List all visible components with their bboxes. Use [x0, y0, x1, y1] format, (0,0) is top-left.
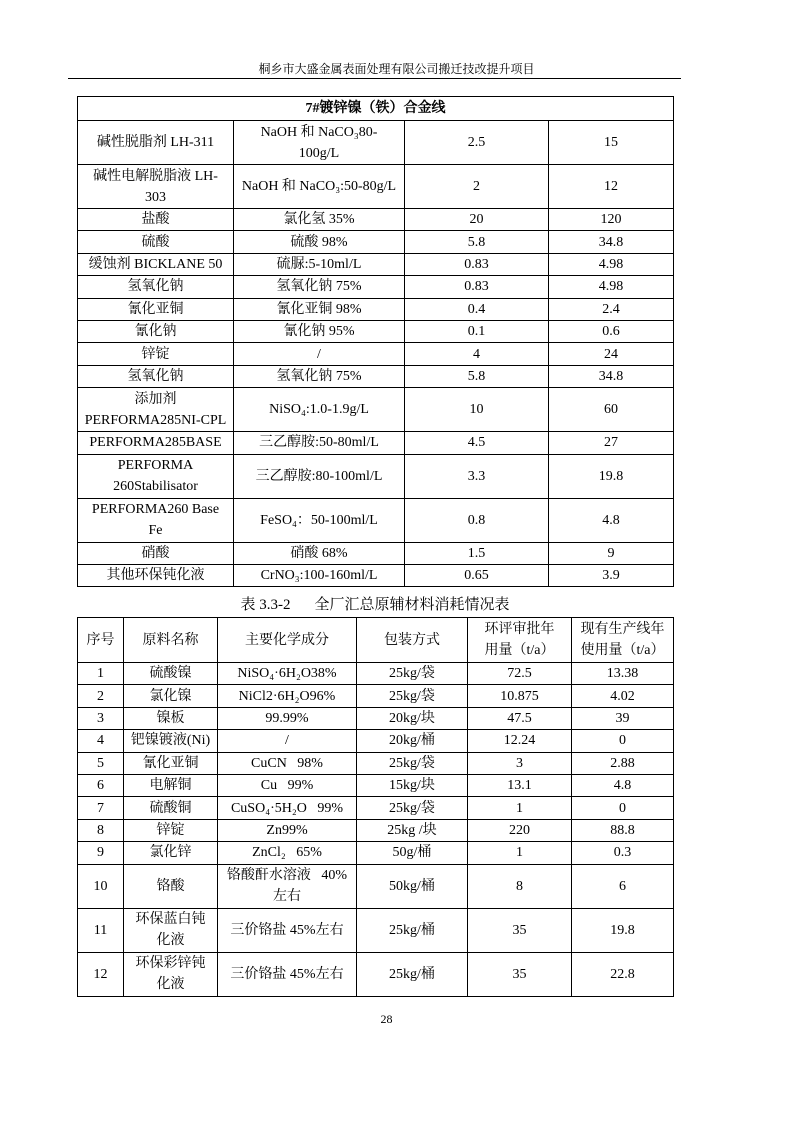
- index-cell: 6: [78, 774, 124, 796]
- packaging-cell: 25kg/袋: [357, 685, 468, 707]
- quantity-cell: 2.5: [405, 121, 549, 165]
- table-row: [78, 564, 674, 586]
- table-row: [78, 388, 674, 432]
- material-name-cell: 碱性电解脱脂液 LH- 303: [78, 165, 234, 209]
- index-cell: 4: [78, 730, 124, 752]
- packaging-cell: 25kg/袋: [357, 663, 468, 685]
- table-row: [78, 752, 674, 774]
- material-name-cell: 氯化镍: [124, 685, 218, 707]
- material-name-cell: 碱性脱脂剂 LH-311: [78, 121, 234, 165]
- current-usage-cell: 39: [572, 707, 674, 729]
- material-name-cell: 铬酸: [124, 864, 218, 908]
- col-header-current-usage: 现有生产线年 使用量（t/a）: [572, 618, 674, 663]
- material-name-cell: 氢氧化钠: [78, 365, 234, 387]
- material-name-cell: 环保蓝白钝 化液: [124, 908, 218, 952]
- material-name-cell: 锌锭: [124, 819, 218, 841]
- table-caption: [77, 596, 673, 614]
- material-name-cell: PERFORMA260 Base Fe: [78, 498, 234, 542]
- packaging-cell: 15kg/块: [357, 774, 468, 796]
- table-row: [78, 320, 674, 342]
- quantity-cell: 27: [549, 432, 674, 454]
- current-usage-cell: 88.8: [572, 819, 674, 841]
- table-row: [78, 797, 674, 819]
- index-cell: 10: [78, 864, 124, 908]
- table-row: [78, 819, 674, 841]
- material-name-cell: 氢氧化钠: [78, 276, 234, 298]
- table-row: [78, 432, 674, 454]
- material-name-cell: 氯化锌: [124, 842, 218, 864]
- table-title-row: [78, 97, 674, 121]
- packaging-cell: 25kg/袋: [357, 752, 468, 774]
- table-row: [78, 365, 674, 387]
- table-row: [78, 542, 674, 564]
- material-name-cell: 盐酸: [78, 209, 234, 231]
- material-name-cell: 氰化钠: [78, 320, 234, 342]
- material-name-cell: 锌锭: [78, 343, 234, 365]
- composition-cell: 三价铬盐 45%左右: [218, 952, 357, 996]
- quantity-cell: 0.1: [405, 320, 549, 342]
- approved-usage-cell: 12.24: [468, 730, 572, 752]
- quantity-cell: 24: [549, 343, 674, 365]
- quantity-cell: 12: [549, 165, 674, 209]
- col-header-packaging: 包装方式: [357, 618, 468, 663]
- material-name-cell: 氰化亚铜: [124, 752, 218, 774]
- approved-usage-cell: 35: [468, 952, 572, 996]
- composition-cell: 三乙醇胺:50-80ml/L: [234, 432, 405, 454]
- line-title: 7#镀锌镍（铁）合金线: [78, 97, 674, 121]
- material-name-cell: 其他环保钝化液: [78, 564, 234, 586]
- quantity-cell: 120: [549, 209, 674, 231]
- current-usage-cell: 0: [572, 797, 674, 819]
- caption-title: 全厂汇总原辅材料消耗情况表: [314, 597, 510, 613]
- page-number: 28: [380, 1012, 393, 1026]
- composition-cell: 硝酸 68%: [234, 542, 405, 564]
- packaging-cell: 50kg/桶: [357, 864, 468, 908]
- table-row: [78, 253, 674, 275]
- material-name-cell: 添加剂 PERFORMA285NI-CPL: [78, 388, 234, 432]
- header-rule: [68, 78, 681, 79]
- composition-cell: ZnCl₂ 65%: [218, 842, 357, 864]
- material-name-cell: 硝酸: [78, 542, 234, 564]
- packaging-cell: 25kg/桶: [357, 952, 468, 996]
- composition-cell: /: [234, 343, 405, 365]
- quantity-cell: 0.83: [405, 253, 549, 275]
- composition-cell: NaOH 和 NaCO₃80- 100g/L: [234, 121, 405, 165]
- table-row: [78, 298, 674, 320]
- material-name-cell: 电解铜: [124, 774, 218, 796]
- composition-cell: 硫脲:5-10ml/L: [234, 253, 405, 275]
- packaging-cell: 25kg/桶: [357, 908, 468, 952]
- table-row: [78, 209, 674, 231]
- table-row: [78, 498, 674, 542]
- composition-cell: NiSO₄:1.0-1.9g/L: [234, 388, 405, 432]
- composition-cell: FeSO₄：50-100ml/L: [234, 498, 405, 542]
- material-name-cell: PERFORMA 260Stabilisator: [78, 454, 234, 498]
- quantity-cell: 9: [549, 542, 674, 564]
- current-usage-cell: 22.8: [572, 952, 674, 996]
- table-row: [78, 842, 674, 864]
- composition-cell: 氯化氢 35%: [234, 209, 405, 231]
- approved-usage-cell: 1: [468, 842, 572, 864]
- packaging-cell: 50g/桶: [357, 842, 468, 864]
- col-header-material-name: 原料名称: [124, 618, 218, 663]
- material-name-cell: 缓蚀剂 BICKLANE 50: [78, 253, 234, 275]
- quantity-cell: 4.8: [549, 498, 674, 542]
- composition-cell: 硫酸 98%: [234, 231, 405, 253]
- composition-cell: 氰化钠 95%: [234, 320, 405, 342]
- table-row: [78, 952, 674, 996]
- quantity-cell: 20: [405, 209, 549, 231]
- approved-usage-cell: 220: [468, 819, 572, 841]
- caption-number: 表 3.3-2: [240, 597, 291, 613]
- current-usage-cell: 6: [572, 864, 674, 908]
- quantity-cell: 34.8: [549, 365, 674, 387]
- index-cell: 3: [78, 707, 124, 729]
- composition-cell: CrNO₃:100-160ml/L: [234, 564, 405, 586]
- material-name-cell: 氰化亚铜: [78, 298, 234, 320]
- quantity-cell: 19.8: [549, 454, 674, 498]
- quantity-cell: 3.9: [549, 564, 674, 586]
- packaging-cell: 25kg/袋: [357, 797, 468, 819]
- current-usage-cell: 0: [572, 730, 674, 752]
- table-row: [78, 774, 674, 796]
- approved-usage-cell: 35: [468, 908, 572, 952]
- composition-cell: NiCl2·6H₂O96%: [218, 685, 357, 707]
- production-line-materials-table: [77, 96, 674, 587]
- composition-cell: 铬酸酐水溶液 40% 左右: [218, 864, 357, 908]
- table-row: [78, 663, 674, 685]
- composition-cell: 氢氧化钠 75%: [234, 365, 405, 387]
- approved-usage-cell: 72.5: [468, 663, 572, 685]
- table-header-row: [78, 618, 674, 663]
- quantity-cell: 0.83: [405, 276, 549, 298]
- material-name-cell: 环保彩锌钝 化液: [124, 952, 218, 996]
- quantity-cell: 4: [405, 343, 549, 365]
- quantity-cell: 5.8: [405, 231, 549, 253]
- composition-cell: 99.99%: [218, 707, 357, 729]
- quantity-cell: 1.5: [405, 542, 549, 564]
- quantity-cell: 0.8: [405, 498, 549, 542]
- plant-materials-summary-table: [77, 617, 674, 997]
- composition-cell: Zn99%: [218, 819, 357, 841]
- table-row: [78, 730, 674, 752]
- composition-cell: CuCN 98%: [218, 752, 357, 774]
- composition-cell: 三乙醇胺:80-100ml/L: [234, 454, 405, 498]
- quantity-cell: 10: [405, 388, 549, 432]
- current-usage-cell: 13.38: [572, 663, 674, 685]
- col-header-index: 序号: [78, 618, 124, 663]
- table-row: [78, 231, 674, 253]
- quantity-cell: 2.4: [549, 298, 674, 320]
- composition-cell: NaOH 和 NaCO₃:50-80g/L: [234, 165, 405, 209]
- composition-cell: 三价铬盐 45%左右: [218, 908, 357, 952]
- quantity-cell: 0.6: [549, 320, 674, 342]
- material-name-cell: 硫酸镍: [124, 663, 218, 685]
- quantity-cell: 34.8: [549, 231, 674, 253]
- composition-cell: 氢氧化钠 75%: [234, 276, 405, 298]
- index-cell: 5: [78, 752, 124, 774]
- quantity-cell: 0.4: [405, 298, 549, 320]
- packaging-cell: 20kg/块: [357, 707, 468, 729]
- table-row: [78, 864, 674, 908]
- running-header: 桐乡市大盛金属表面处理有限公司搬迁技改提升项目: [258, 62, 535, 76]
- index-cell: 2: [78, 685, 124, 707]
- approved-usage-cell: 8: [468, 864, 572, 908]
- packaging-cell: 20kg/桶: [357, 730, 468, 752]
- material-name-cell: 钯镍镀液(Ni): [124, 730, 218, 752]
- current-usage-cell: 0.3: [572, 842, 674, 864]
- index-cell: 12: [78, 952, 124, 996]
- table-row: [78, 908, 674, 952]
- quantity-cell: 4.5: [405, 432, 549, 454]
- material-name-cell: 硫酸: [78, 231, 234, 253]
- table-row: [78, 685, 674, 707]
- index-cell: 8: [78, 819, 124, 841]
- index-cell: 1: [78, 663, 124, 685]
- composition-cell: 氰化亚铜 98%: [234, 298, 405, 320]
- approved-usage-cell: 1: [468, 797, 572, 819]
- col-header-composition: 主要化学成分: [218, 618, 357, 663]
- packaging-cell: 25kg /块: [357, 819, 468, 841]
- material-name-cell: PERFORMA285BASE: [78, 432, 234, 454]
- table-row: [78, 707, 674, 729]
- quantity-cell: 5.8: [405, 365, 549, 387]
- material-name-cell: 镍板: [124, 707, 218, 729]
- approved-usage-cell: 13.1: [468, 774, 572, 796]
- table-row: [78, 165, 674, 209]
- current-usage-cell: 4.8: [572, 774, 674, 796]
- index-cell: 11: [78, 908, 124, 952]
- quantity-cell: 4.98: [549, 276, 674, 298]
- table-row: [78, 343, 674, 365]
- quantity-cell: 3.3: [405, 454, 549, 498]
- material-name-cell: 硫酸铜: [124, 797, 218, 819]
- table-row: [78, 276, 674, 298]
- quantity-cell: 4.98: [549, 253, 674, 275]
- composition-cell: CuSO₄·5H₂O 99%: [218, 797, 357, 819]
- quantity-cell: 60: [549, 388, 674, 432]
- current-usage-cell: 2.88: [572, 752, 674, 774]
- index-cell: 7: [78, 797, 124, 819]
- index-cell: 9: [78, 842, 124, 864]
- composition-cell: NiSO₄·6H₂O38%: [218, 663, 357, 685]
- table-row: [78, 454, 674, 498]
- quantity-cell: 15: [549, 121, 674, 165]
- approved-usage-cell: 47.5: [468, 707, 572, 729]
- quantity-cell: 2: [405, 165, 549, 209]
- current-usage-cell: 4.02: [572, 685, 674, 707]
- approved-usage-cell: 10.875: [468, 685, 572, 707]
- current-usage-cell: 19.8: [572, 908, 674, 952]
- quantity-cell: 0.65: [405, 564, 549, 586]
- composition-cell: Cu 99%: [218, 774, 357, 796]
- composition-cell: /: [218, 730, 357, 752]
- col-header-approved-usage: 环评审批年 用量（t/a）: [468, 618, 572, 663]
- approved-usage-cell: 3: [468, 752, 572, 774]
- table-row: [78, 121, 674, 165]
